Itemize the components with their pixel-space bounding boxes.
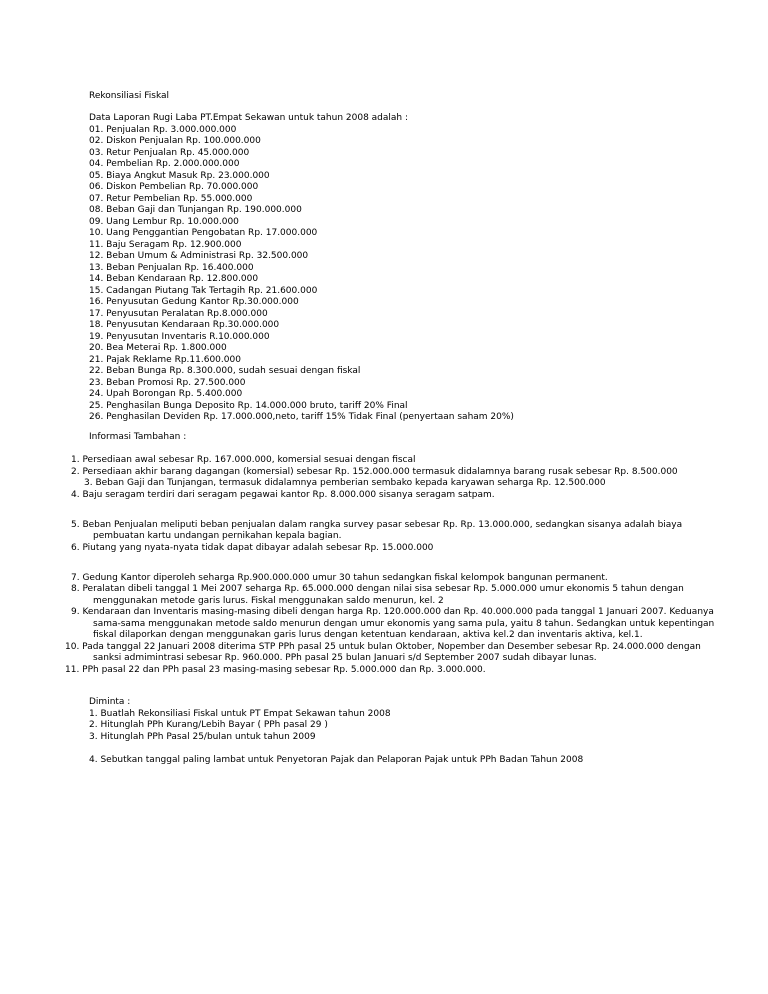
document-title (89, 91, 729, 103)
list-item: 13. Beban Penjualan Rp. 16.400.000 (89, 262, 254, 273)
info-item-8: 8. Peralatan dibeli tanggal 1 Mei 2007 seharga Rp. 65.000.000 dengan nilai sisa sebesar Rp. 5.000.000 umur ekonomis 5 tahun dengan (71, 584, 684, 594)
list-item: 04. Pembelian Rp. 2.000.000.000 (89, 159, 240, 169)
list-item: 09. Uang Lembur Rp. 10.000.000 (89, 216, 239, 227)
list-item: 06. Diskon Pembelian Rp. 70.000.000 (89, 182, 259, 192)
list-item: 18. Penyusutan Kendaraan Rp.30.000.000 (89, 320, 280, 330)
diminta-heading: Diminta : (89, 697, 131, 707)
info-item-5-cont: pembuatan kartu undangan pernikahan kepala bagian. (93, 531, 342, 541)
list-item: 10. Uang Penggantian Pengobatan Rp. 17.000.000 (89, 228, 318, 238)
info-item-11: 11. PPh pasal 22 dan PPh pasal 23 masing-masing sebesar Rp. 5.000.000 dan Rp. 3.000.000. (65, 664, 486, 675)
info-item-8-cont: menggunakan metode garis lurus. Fiskal menggunakan saldo menurun, kel. 2 (93, 595, 444, 606)
info-item-2: 2. Persediaan akhir barang dagangan (komersial) sebesar Rp. 152.000.000 termasuk didalamnya barang rusak sebesar Rp. 8.500.000 (71, 466, 678, 477)
info-list (65, 455, 731, 676)
list-item: 05. Biaya Angkut Masuk Rp. 23.000.000 (89, 170, 270, 181)
info-item-3: 3. Beban Gaji dan Tunjangan, termasuk didalamnya pemberian sembako kepada karyawan seharga Rp. 12.500.000 (84, 478, 606, 488)
list-item: 25. Penghasilan Bunga Deposito Rp. 14.000.000 bruto, tariff 20% Final (89, 400, 408, 411)
list-item: 12. Beban Umum & Administrasi Rp. 32.500.000 (89, 251, 309, 261)
diminta-section (89, 697, 729, 766)
diminta-item: 1. Buatlah Rekonsiliasi Fiskal untuk PT Empat Sekawan tahun 2008 (89, 708, 391, 719)
intro-text: Data Laporan Rugi Laba PT.Empat Sekawan untuk tahun 2008 adalah : (89, 113, 409, 123)
info-item-9-cont: sama-sama menggunakan metode saldo menurun dengan umur ekonomis yang sama pula, yaitu 8 tahun. Sedangkan untuk kepentingan (93, 618, 715, 629)
income-statement-list (89, 113, 729, 424)
list-item: 22. Beban Bunga Rp. 8.300.000, sudah sesuai dengan fiskal (89, 366, 361, 376)
list-item: 03. Retur Penjualan Rp. 45.000.000 (89, 147, 250, 158)
diminta-item: 3. Hitunglah PPh Pasal 25/bulan untuk tahun 2009 (89, 731, 316, 742)
list-item: 02. Diskon Penjualan Rp. 100.000.000 (89, 136, 261, 146)
list-item: 16. Penyusutan Gedung Kantor Rp.30.000.000 (89, 297, 299, 307)
info-item-9: 9. Kendaraan dan Inventaris masing-masing dibeli dengan harga Rp. 120.000.000 dan Rp. 40.000.000 pada tanggal 1 Januari 2007. Keduanya (71, 607, 714, 617)
list-item: 01. Penjualan Rp. 3.000.000.000 (89, 124, 237, 135)
info-item-5: 5. Beban Penjualan meliputi beban penjualan dalam rangka survey pasar sebesar Rp. Rp. 13.000.000, sedangkan sisanya adalah biaya (71, 519, 683, 530)
list-item: 07. Retur Pembelian Rp. 55.000.000 (89, 193, 253, 204)
info-item-7: 7. Gedung Kantor diperoleh seharga Rp.900.000.000 umur 30 tahun sedangkan fiskal kelompok bangunan permanent. (71, 572, 608, 583)
info-item-9-cont: fiskal dilaporkan dengan menggunakan garis lurus dengan ketentuan kendaraan, aktiva kel.2 dan inventaris aktiva, kel.1. (93, 630, 643, 640)
list-item: 17. Penyusutan Peralatan Rp.8.000.000 (89, 308, 268, 319)
list-item: 14. Beban Kendaraan Rp. 12.800.000 (89, 274, 259, 284)
info-item-10-cont: sanksi admimintrasi sebesar Rp. 960.000. PPh pasal 25 bulan Januari s/d September 2007 sudah dibayar lunas. (93, 653, 597, 663)
info-item-1: 1. Persediaan awal sebesar Rp. 167.000.000, komersial sesuai dengan fiscal (71, 455, 416, 465)
list-item: 08. Beban Gaji dan Tunjangan Rp. 190.000.000 (89, 205, 302, 215)
diminta-item-4: 4. Sebutkan tanggal paling lambat untuk Penyetoran Pajak dan Pelaporan Pajak untuk PPh Badan Tahun 2008 (89, 754, 584, 765)
info-heading: Informasi Tambahan : (89, 432, 187, 442)
list-item: 21. Pajak Reklame Rp.11.600.000 (89, 354, 241, 365)
diminta-item: 2. Hitunglah PPh Kurang/Lebih Bayar ( PPh pasal 29 ) (89, 720, 328, 730)
list-item: 20. Bea Meterai Rp. 1.800.000 (89, 343, 227, 353)
list-item: 15. Cadangan Piutang Tak Tertagih Rp. 21.600.000 (89, 285, 318, 296)
title: Rekonsiliasi Fiskal (89, 91, 170, 101)
list-item: 26. Penghasilan Deviden Rp. 17.000.000,neto, tariff 15% Tidak Final (penyertaan saham 20%) (89, 412, 514, 422)
info-item-10: 10. Pada tanggal 22 Januari 2008 diterima STP PPh pasal 25 untuk bulan Oktober, Nopember dan Desember sebesar Rp. 24.000.000 dengan (65, 641, 701, 652)
list-item: 23. Beban Promosi Rp. 27.500.000 (89, 377, 246, 388)
list-item: 11. Baju Seragam Rp. 12.900.000 (89, 239, 242, 250)
list-item: 19. Penyusutan Inventaris R.10.000.000 (89, 331, 270, 342)
list-item: 24. Upah Borongan Rp. 5.400.000 (89, 389, 243, 399)
info-heading-block (89, 432, 729, 444)
info-item-6: 6. Piutang yang nyata-nyata tidak dapat dibayar adalah sebesar Rp. 15.000.000 (71, 542, 434, 553)
info-item-4: 4. Baju seragam terdiri dari seragam pegawai kantor Rp. 8.000.000 sisanya seragam satpam. (71, 489, 495, 500)
